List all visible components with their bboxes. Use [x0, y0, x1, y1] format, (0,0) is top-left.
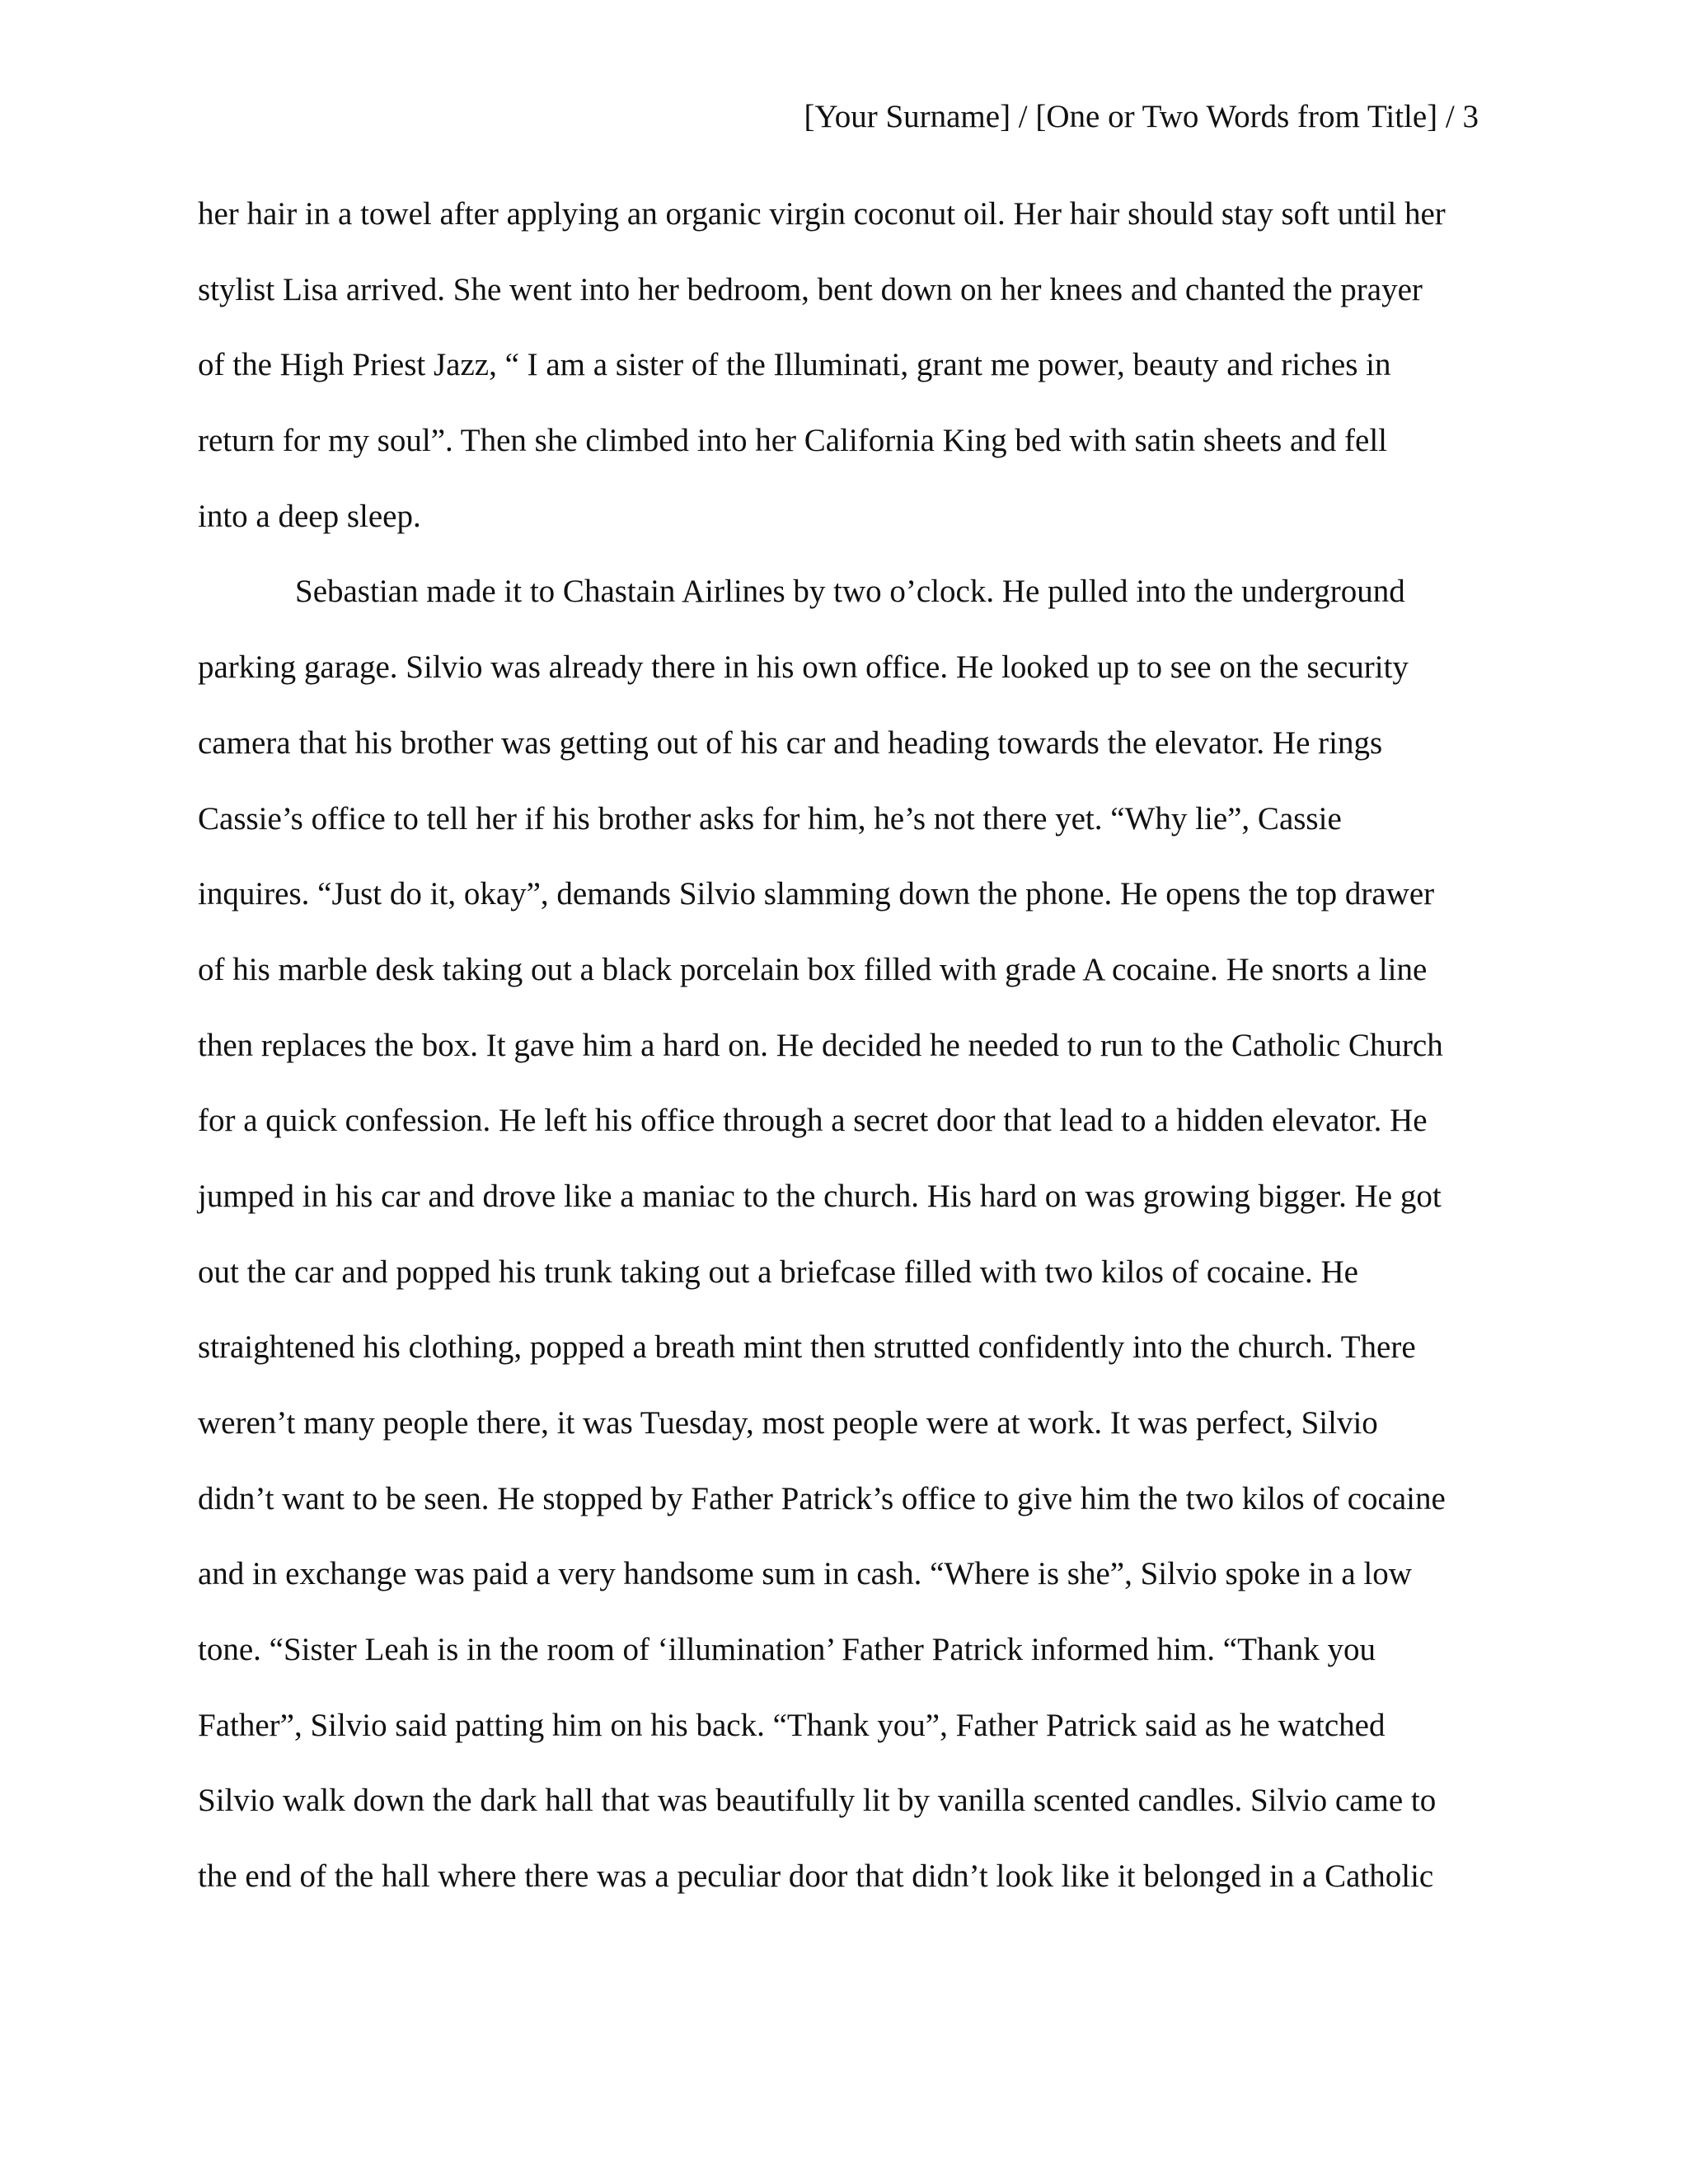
text-line: the end of the hall where there was a peculiar door that didn’t look like it belonged in a Catholic [198, 1858, 1434, 1895]
text-line: then replaces the box. It gave him a hard on. He decided he needed to run to the Catholic Church [198, 1027, 1443, 1063]
text-line: Cassie’s office to tell her if his brother asks for him, he’s not there yet. “Why lie”, Cassie [198, 800, 1342, 837]
text-line: tone. “Sister Leah is in the room of ‘illumination’ Father Patrick informed him. “Thank you [198, 1632, 1376, 1668]
text-line: straightened his clothing, popped a breath mint then strutted confidently into the church. There [198, 1329, 1416, 1366]
text-line: camera that his brother was getting out of his car and heading towards the elevator. He rings [198, 724, 1383, 761]
text-line: out the car and popped his trunk taking out a briefcase filled with two kilos of cocaine. He [198, 1254, 1358, 1290]
text-line: return for my soul”. Then she climbed into her California King bed with satin sheets and fell [198, 423, 1388, 459]
text-line: for a quick confession. He left his office through a secret door that lead to a hidden elevator. He [198, 1103, 1428, 1139]
text-line: parking garage. Silvio was already there in his own office. He looked up to see on the security [198, 649, 1409, 686]
running-head: [Your Surname] / [One or Two Words from Title] / 3 [804, 99, 1479, 134]
paragraph-first-line: Sebastian made it to Chastain Airlines by two o’clock. He pulled into the underground [295, 574, 1405, 610]
text-line: Father”, Silvio said patting him on his back. “Thank you”, Father Patrick said as he watched [198, 1707, 1386, 1743]
text-line: of his marble desk taking out a black porcelain box filled with grade A cocaine. He snorts a line [198, 951, 1428, 987]
text-line: weren’t many people there, it was Tuesday, most people were at work. It was perfect, Silvio [198, 1405, 1378, 1441]
text-line: inquires. “Just do it, okay”, demands Silvio slamming down the phone. He opens the top drawer [198, 876, 1435, 912]
text-line: and in exchange was paid a very handsome sum in cash. “Where is she”, Silvio spoke in a low [198, 1556, 1412, 1592]
text-line: stylist Lisa arrived. She went into her bedroom, bent down on her knees and chanted the prayer [198, 271, 1423, 307]
text-line: her hair in a towel after applying an organic virgin coconut oil. Her hair should stay soft until her [198, 196, 1446, 232]
body-text [198, 190, 1492, 1928]
text-line: into a deep sleep. [198, 498, 421, 534]
text-line: didn’t want to be seen. He stopped by Father Patrick’s office to give him the two kilos of cocaine [198, 1480, 1446, 1516]
text-line: jumped in his car and drove like a maniac to the church. His hard on was growing bigger. He got [198, 1178, 1442, 1214]
text-line: Silvio walk down the dark hall that was beautifully lit by vanilla scented candles. Silvio came to [198, 1783, 1437, 1819]
text-line: of the High Priest Jazz, “ I am a sister of the Illuminati, grant me power, beauty and riches in [198, 347, 1391, 383]
